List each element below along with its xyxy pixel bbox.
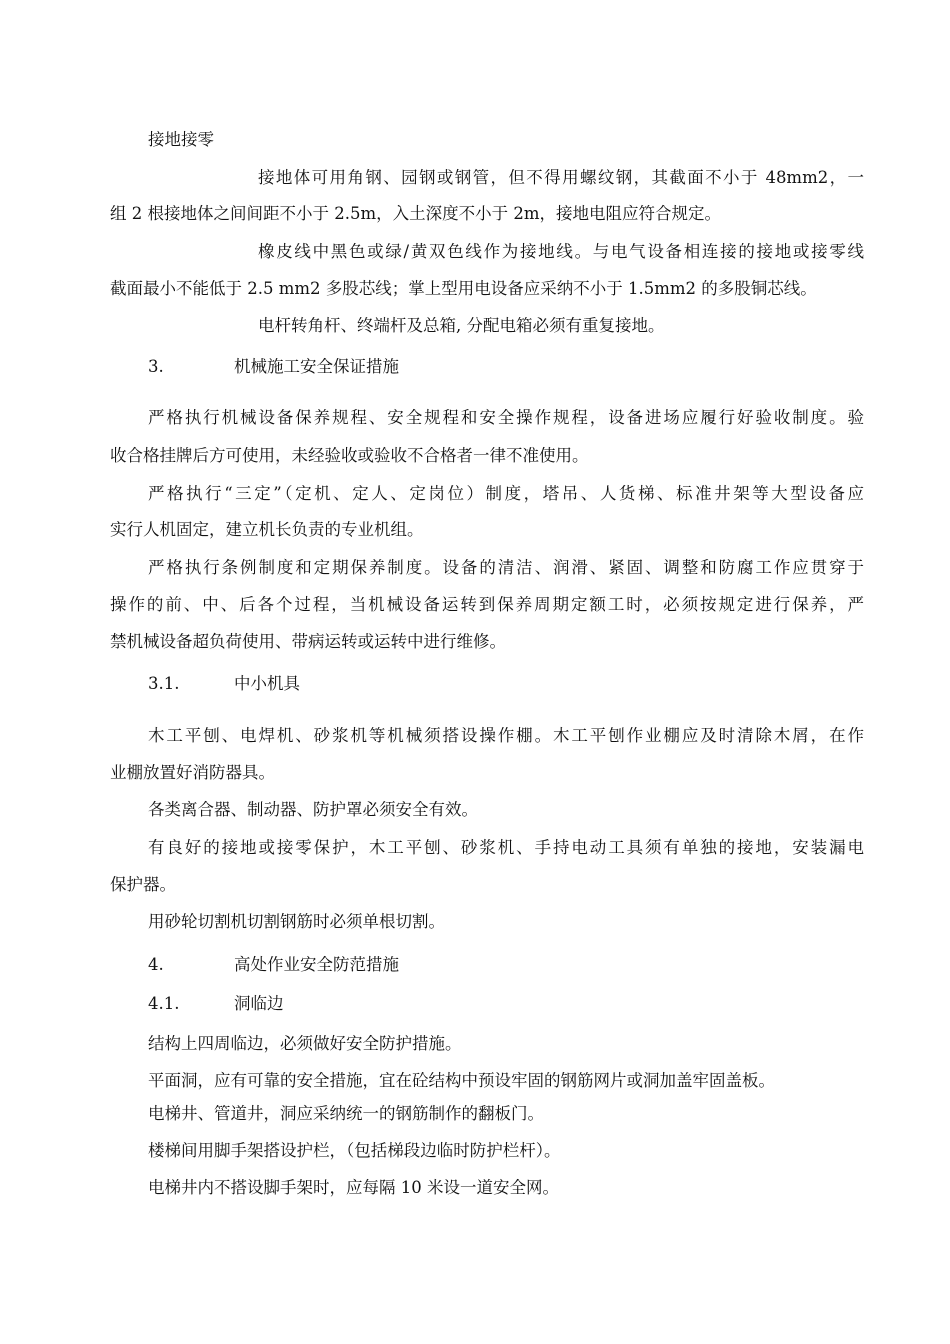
- section-number: 3.1.: [148, 674, 180, 693]
- paragraph-line: 电梯井、管道井，洞应采纳统一的钢筋制作的翻板门。: [148, 1104, 544, 1123]
- paragraph-line: 保护器。: [110, 875, 176, 894]
- section-number: 4.1.: [148, 994, 180, 1013]
- section-heading-grounding: 接地接零: [148, 130, 214, 149]
- paragraph-line: 用砂轮切割机切割钢筋时必须单根切割。: [148, 912, 445, 931]
- section-heading: 中小机具: [234, 674, 300, 693]
- paragraph-line: 操作的前、中、后各个过程，当机械设备运转到保养周期定额工时，必须按规定进行保养，严: [110, 595, 864, 614]
- paragraph-line: 截面最小不能低于 2.5 mm2 多股芯线；掌上型用电设备应采纳不小于 1.5mm2 的多股铜芯线。: [110, 279, 817, 298]
- paragraph-line: 电梯井内不搭设脚手架时，应每隔 10 米设一道安全网。: [148, 1178, 559, 1197]
- paragraph-line: 业棚放置好消防器具。: [110, 763, 275, 782]
- paragraph-line: 收合格挂牌后方可使用，未经验收或验收不合格者一律不准使用。: [110, 446, 589, 465]
- paragraph-line: 结构上四周临边，必须做好安全防护措施。: [148, 1034, 462, 1053]
- paragraph-line: 严格执行“三定”（定机、定人、定岗位）制度，塔吊、人货梯、标准井架等大型设备应: [148, 484, 864, 503]
- section-number: 3.: [148, 357, 164, 376]
- paragraph-line: 组 2 根接地体之间间距不小于 2.5m，入土深度不小于 2m，接地电阻应符合规定。: [110, 204, 722, 223]
- paragraph-line: 平面洞，应有可靠的安全措施，宜在砼结构中预设牢固的钢筋网片或洞加盖牢固盖板。: [148, 1071, 775, 1090]
- section-heading: 高处作业安全防范措施: [234, 955, 399, 974]
- section-heading: 洞临边: [234, 994, 284, 1013]
- paragraph-line: 严格执行条例制度和定期保养制度。设备的清洁、润滑、紧固、调整和防腐工作应贯穿于: [148, 558, 864, 577]
- paragraph-line: 禁机械设备超负荷使用、带病运转或运转中进行维修。: [110, 632, 506, 651]
- paragraph-line: 接地体可用角钢、园钢或钢管，但不得用螺纹钢，其截面不小于 48mm2，一: [258, 168, 864, 187]
- paragraph-line: 实行人机固定，建立机长负责的专业机组。: [110, 520, 424, 539]
- paragraph-line: 电杆转角杆、终端杆及总箱, 分配电箱必须有重复接地。: [258, 316, 665, 335]
- paragraph-line: 严格执行机械设备保养规程、安全规程和安全操作规程，设备进场应履行好验收制度。验: [148, 408, 864, 427]
- paragraph-line: 各类离合器、制动器、防护罩必须安全有效。: [148, 800, 478, 819]
- section-heading: 机械施工安全保证措施: [234, 357, 399, 376]
- section-number: 4.: [148, 955, 164, 974]
- paragraph-line: 楼梯间用脚手架搭设护栏，（包括梯段边临时防护栏杆）。: [148, 1141, 561, 1160]
- paragraph-line: 木工平刨、电焊机、砂浆机等机械须搭设操作棚。木工平刨作业棚应及时清除木屑，在作: [148, 726, 864, 745]
- paragraph-line: 橡皮线中黑色或绿/黄双色线作为接地线。与电气设备相连接的接地或接零线: [258, 242, 864, 261]
- paragraph-line: 有良好的接地或接零保护，木工平刨、砂浆机、手持电动工具须有单独的接地，安装漏电: [148, 838, 864, 857]
